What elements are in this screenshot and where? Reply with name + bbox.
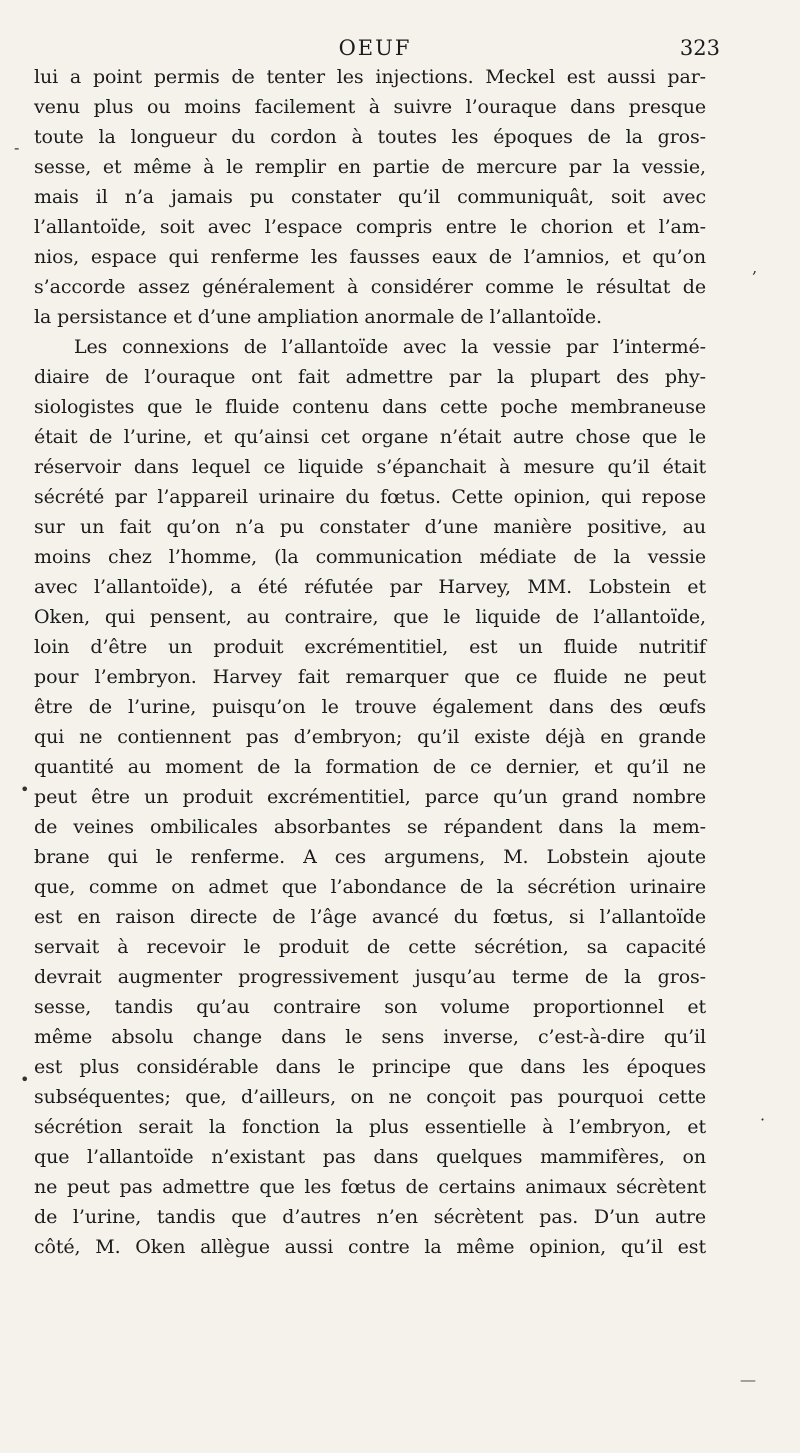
text-line: subséquentes; que, d’ailleurs, on ne conçoit pas pourquoi cette <box>34 1086 706 1108</box>
text-line: est en raison directe de l’âge avancé du fœtus, si l’allantoïde <box>34 906 706 928</box>
page-number: 323 <box>679 36 720 60</box>
text-line: sécrété par l’appareil urinaire du fœtus. Cette opinion, qui repose <box>34 486 706 508</box>
running-head: OEUF <box>338 36 412 60</box>
text-line: que, comme on admet que l’abondance de la sécrétion urinaire <box>34 876 706 898</box>
text-line: devrait augmenter progressivement jusqu’au terme de la gros- <box>34 966 706 988</box>
text-line: côté, M. Oken allègue aussi contre la même opinion, qu’il est <box>34 1236 706 1258</box>
text-line: moins chez l’homme, (la communication médiate de la vessie <box>34 546 706 568</box>
text-line: loin d’être un produit excrémentitiel, est un fluide nutritif <box>34 636 706 658</box>
margin-mark: · <box>760 1110 766 1129</box>
text-line: peut être un produit excrémentitiel, parce qu’un grand nombre <box>34 786 706 808</box>
text-line: qui ne contiennent pas d’embryon; qu’il existe déjà en grande <box>34 726 706 748</box>
text-line: est plus considérable dans le principe que dans les époques <box>34 1056 706 1078</box>
margin-mark: — <box>740 1370 756 1389</box>
text-line: sesse, tandis qu’au contraire son volume proportionnel et <box>34 996 706 1018</box>
text-line: brane qui le renferme. A ces argumens, M. Lobstein ajoute <box>34 846 706 868</box>
text-line: lui a point permis de tenter les injections. Meckel est aussi par- <box>34 66 706 88</box>
text-line: être de l’urine, puisqu’on le trouve également dans des œufs <box>34 696 706 718</box>
text-line: Oken, qui pensent, au contraire, que le liquide de l’allantoïde, <box>34 606 706 628</box>
text-line: la persistance et d’une ampliation anormale de l’allantoïde. <box>34 306 602 328</box>
text-line: sesse, et même à le remplir en partie de mercure par la vessie, <box>34 156 706 178</box>
text-line: même absolu change dans le sens inverse, c’est-à-dire qu’il <box>34 1026 706 1048</box>
text-line: mais il n’a jamais pu constater qu’il communiquât, soit avec <box>34 186 706 208</box>
text-line: que l’allantoïde n’existant pas dans quelques mammifères, on <box>34 1146 706 1168</box>
text-line: de l’urine, tandis que d’autres n’en sécrètent pas. D’un autre <box>34 1206 706 1228</box>
text-line: était de l’urine, et qu’ainsi cet organe n’était autre chose que le <box>34 426 706 448</box>
text-line: venu plus ou moins facilement à suivre l’ouraque dans presque <box>34 96 706 118</box>
margin-mark: ‚ <box>752 258 758 277</box>
text-line: sécrétion serait la fonction la plus essentielle à l’embryon, et <box>34 1116 706 1138</box>
text-line: siologistes que le fluide contenu dans cette poche membraneuse <box>34 396 706 418</box>
text-line: pour l’embryon. Harvey fait remarquer que ce fluide ne peut <box>34 666 706 688</box>
margin-mark: • <box>20 1070 30 1089</box>
paragraph-start-line: Les connexions de l’allantoïde avec la vessie par l’intermé- <box>74 336 706 358</box>
text-line: s’accorde assez généralement à considérer comme le résultat de <box>34 276 706 298</box>
body-text <box>34 62 706 1262</box>
text-line: diaire de l’ouraque ont fait admettre par la plupart des phy- <box>34 366 706 388</box>
text-line: réservoir dans lequel ce liquide s’épanchait à mesure qu’il était <box>34 456 706 478</box>
text-line: l’allantoïde, soit avec l’espace compris entre le chorion et l’am- <box>34 216 706 238</box>
text-line: quantité au moment de la formation de ce dernier, et qu’il ne <box>34 756 706 778</box>
text-line: nios, espace qui renferme les fausses eaux de l’amnios, et qu’on <box>34 246 706 268</box>
text-line: ne peut pas admettre que les fœtus de certains animaux sécrètent <box>34 1176 706 1198</box>
text-line: avec l’allantoïde), a été réfutée par Harvey, MM. Lobstein et <box>34 576 706 598</box>
text-line: servait à recevoir le produit de cette sécrétion, sa capacité <box>34 936 706 958</box>
margin-mark: • <box>20 780 30 799</box>
text-line: sur un fait qu’on n’a pu constater d’une manière positive, au <box>34 516 706 538</box>
margin-mark: - <box>14 138 20 157</box>
text-line: de veines ombilicales absorbantes se répandent dans la mem- <box>34 816 706 838</box>
text-line: toute la longueur du cordon à toutes les époques de la gros- <box>34 126 706 148</box>
